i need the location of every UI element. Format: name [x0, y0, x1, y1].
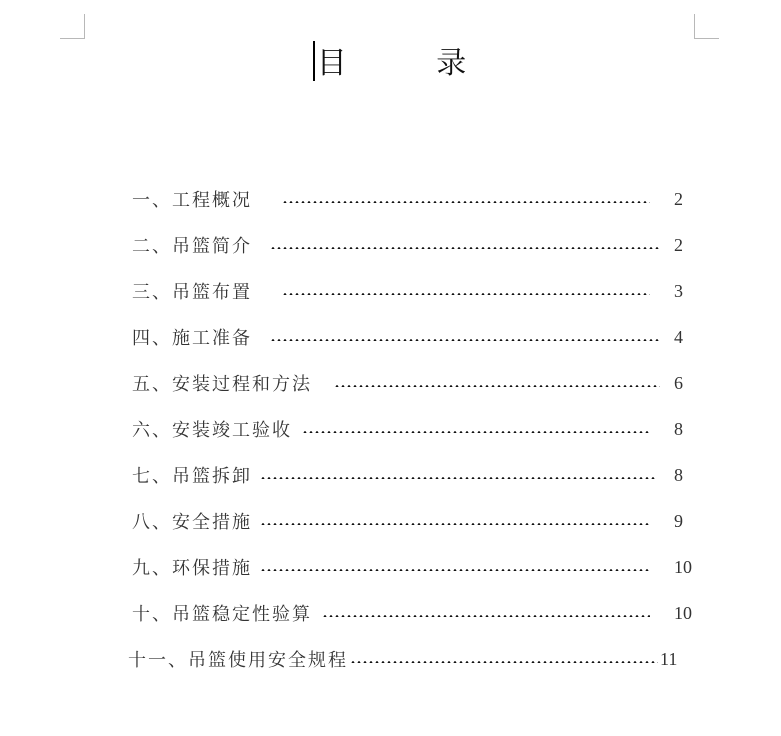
toc-entry[interactable] — [132, 368, 688, 398]
title-char-1: 目 — [316, 46, 347, 81]
toc-entry[interactable] — [132, 598, 696, 628]
toc-entry[interactable] — [132, 230, 688, 260]
toc-leader-dots — [260, 569, 650, 571]
toc-entry-label: 二、吊篮简介 — [132, 236, 252, 257]
toc-entry[interactable] — [132, 322, 688, 352]
title-container — [315, 38, 467, 82]
toc-entry-label: 五、安装过程和方法 — [132, 374, 312, 395]
toc-leader-dots — [270, 339, 660, 341]
toc-entry[interactable] — [132, 276, 688, 306]
toc-leader-dots — [270, 247, 660, 249]
toc-entry-label: 四、施工准备 — [132, 328, 252, 349]
toc-entry-page: 10 — [674, 556, 692, 577]
toc-leader-dots — [322, 615, 650, 617]
toc-leader-dots — [350, 661, 658, 663]
toc-leader-dots — [260, 523, 650, 525]
toc-entry-page: 3 — [674, 280, 683, 301]
toc-entry-label: 一、工程概况 — [132, 190, 252, 211]
toc-entry-page: 2 — [674, 234, 683, 255]
title-char-2: 录 — [436, 46, 467, 81]
page-margin-mark-top-right — [694, 14, 719, 39]
toc-entry-label: 三、吊篮布置 — [132, 282, 252, 303]
toc-entry-label: 八、安全措施 — [132, 512, 252, 533]
toc-leader-dots — [282, 293, 650, 295]
toc-entry-label: 七、吊篮拆卸 — [132, 466, 252, 487]
text-cursor — [313, 41, 315, 81]
toc-entry-page: 8 — [674, 418, 683, 439]
toc-entry-page: 4 — [674, 326, 683, 347]
toc-entry-label: 九、环保措施 — [132, 558, 252, 579]
toc-entry-page: 6 — [674, 372, 683, 393]
page-margin-mark-top-left — [60, 14, 85, 39]
toc-leader-dots — [260, 477, 656, 479]
toc-leader-dots — [334, 385, 660, 387]
toc-entry-page: 9 — [674, 510, 683, 531]
toc-entry-label: 十一、吊篮使用安全规程 — [128, 650, 348, 671]
toc-entry-page: 11 — [660, 648, 678, 669]
toc-entry[interactable] — [132, 460, 688, 490]
toc-entry-page: 8 — [674, 464, 683, 485]
toc-leader-dots — [282, 201, 650, 203]
toc-entry-page: 10 — [674, 602, 692, 623]
toc-entry-page: 2 — [674, 188, 683, 209]
toc-entry[interactable] — [128, 644, 682, 674]
toc-leader-dots — [302, 431, 650, 433]
toc-entry[interactable] — [132, 414, 688, 444]
document-title — [0, 38, 781, 82]
toc-entry-label: 六、安装竣工验收 — [132, 420, 292, 441]
toc-entry[interactable] — [132, 506, 688, 536]
toc-entry-label: 十、吊篮稳定性验算 — [132, 604, 312, 625]
toc-entry[interactable] — [132, 184, 688, 214]
toc-entry[interactable] — [132, 552, 696, 582]
